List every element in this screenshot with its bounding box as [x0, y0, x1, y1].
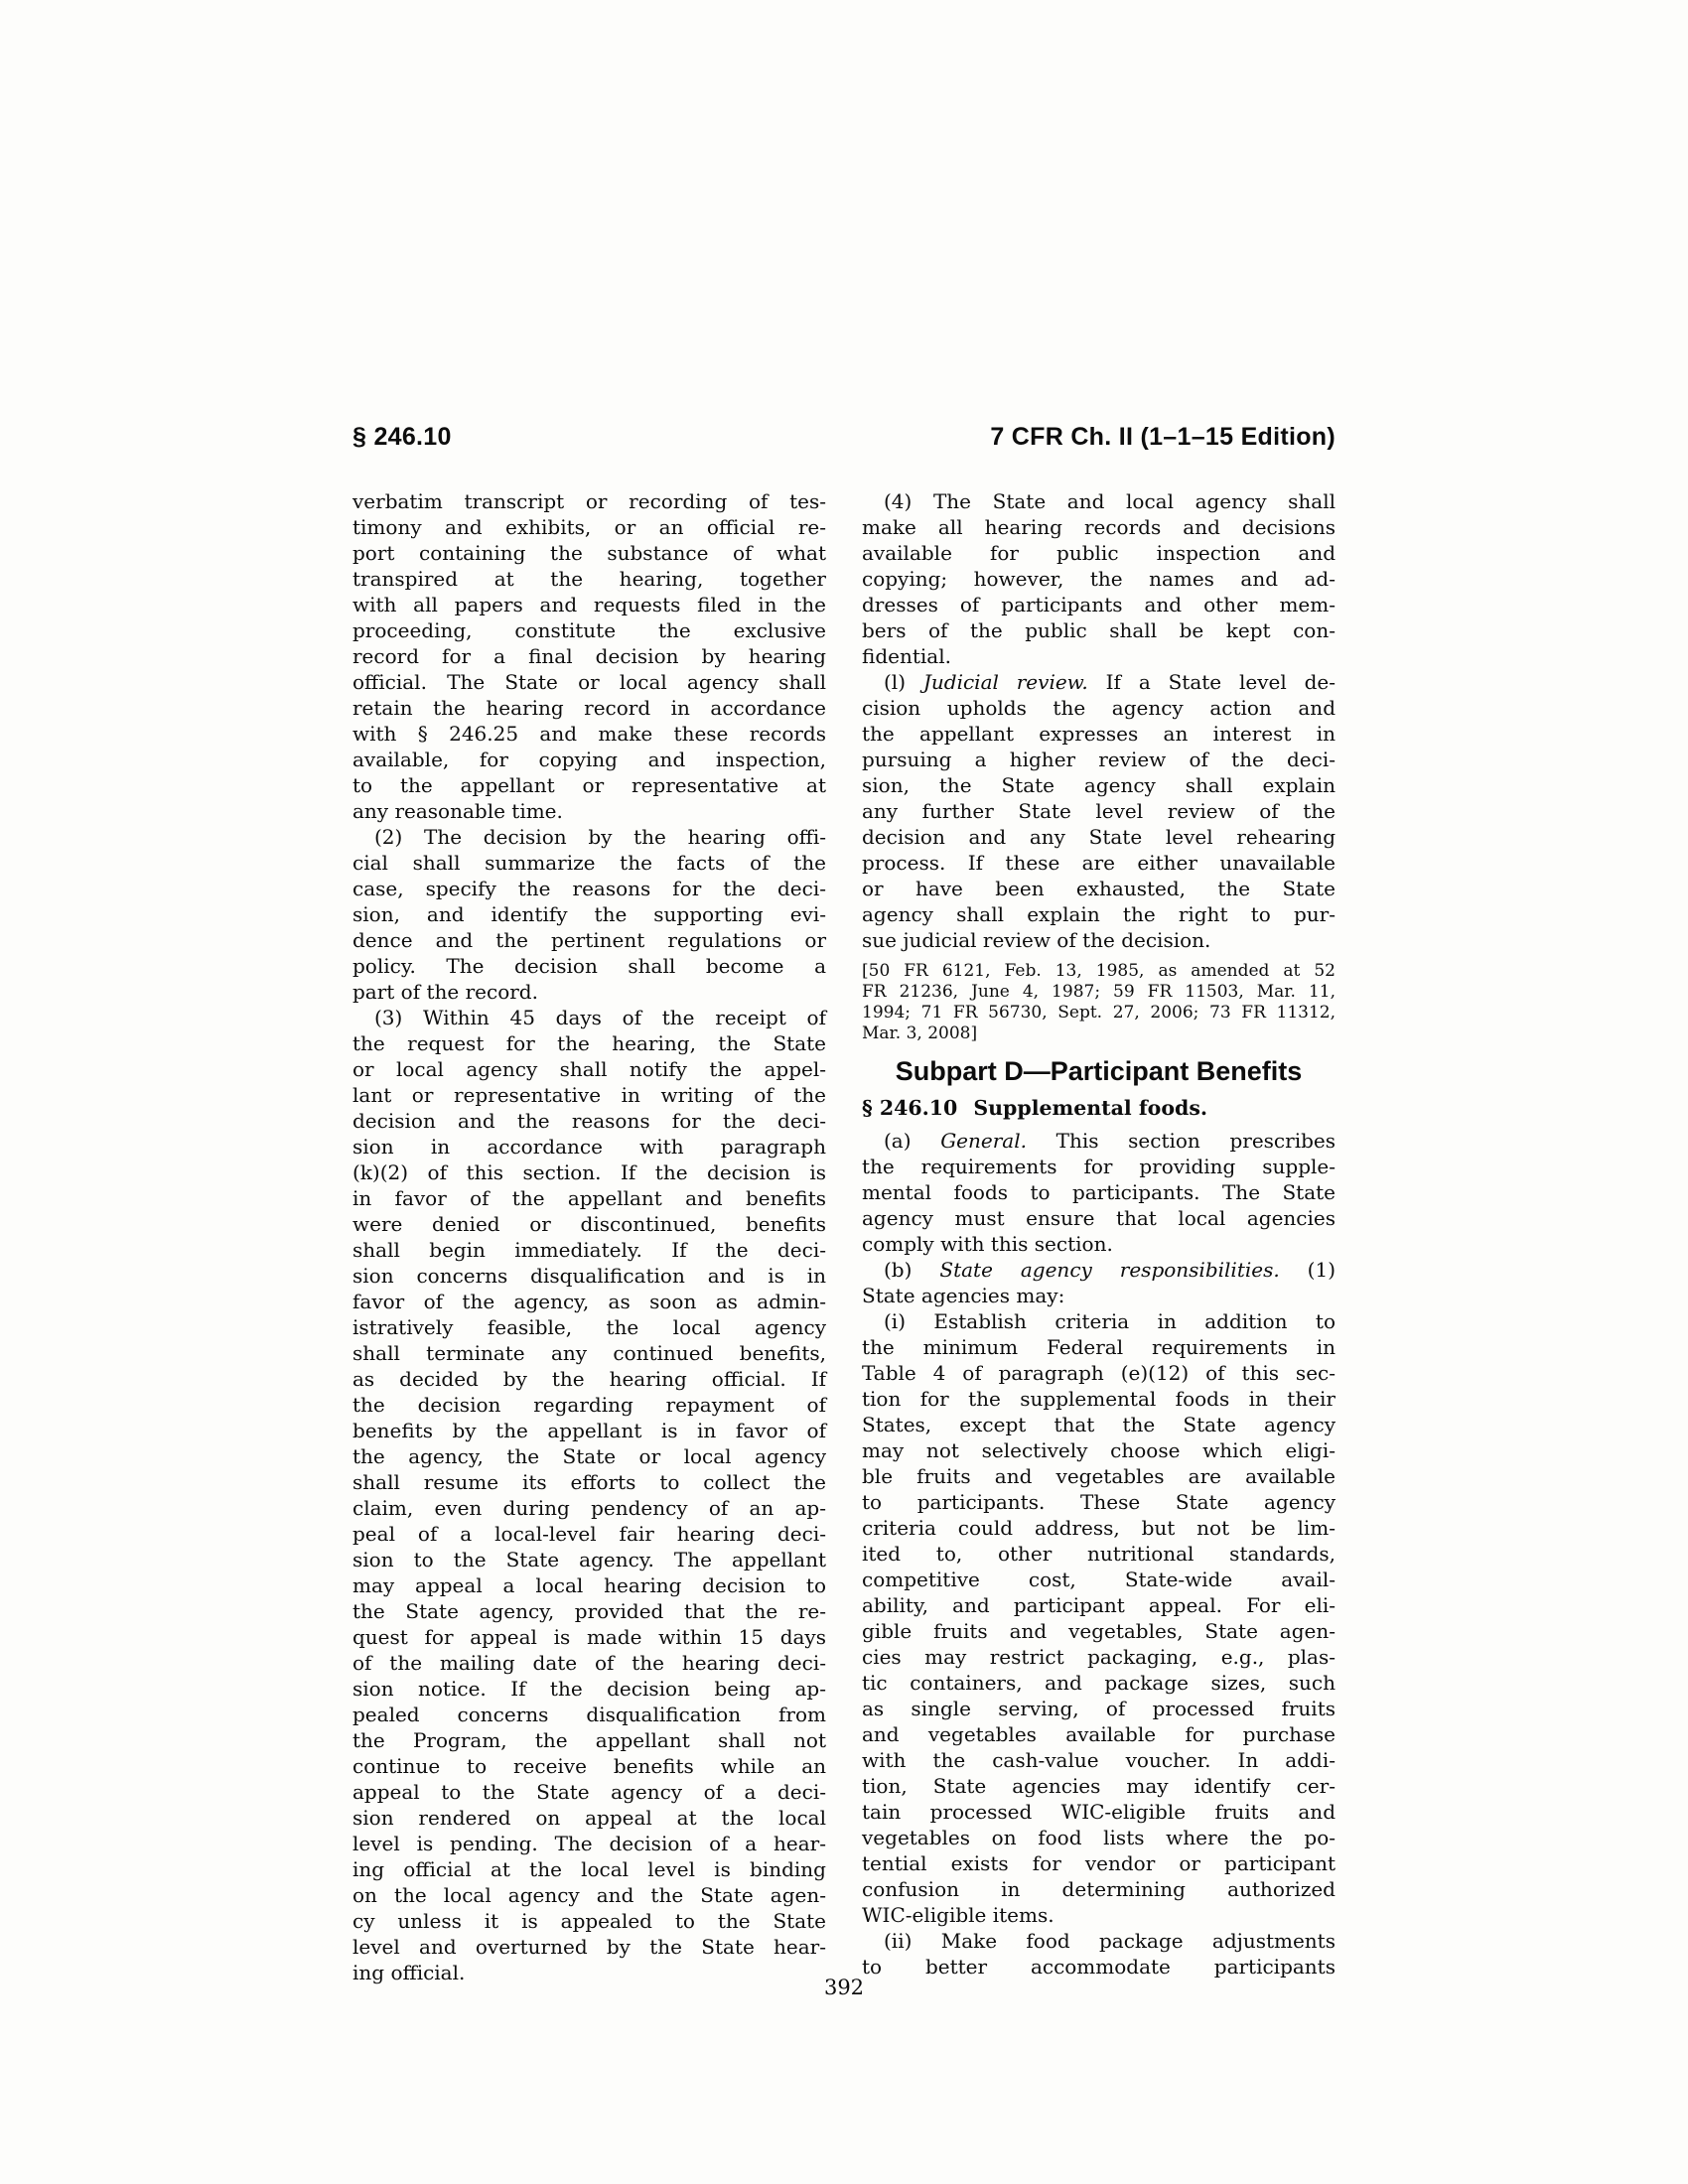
text-line: tion, State agencies may identify cer- [862, 1774, 1336, 1798]
text-line: Table 4 of paragraph (e)(12) of this sec- [862, 1361, 1336, 1385]
section-number: § 246.10 [862, 1096, 958, 1120]
text-line: or local agency shall notify the appel- [352, 1057, 826, 1081]
text-line: shall begin immediately. If the deci- [352, 1238, 826, 1262]
text-line: benefits by the appellant is in favor of [352, 1419, 826, 1442]
paragraph [352, 1005, 826, 1985]
paragraph [352, 488, 826, 824]
text-line: vegetables on food lists where the po- [862, 1826, 1336, 1849]
paragraph [352, 824, 826, 1005]
text-line: competitive cost, State-wide avail- [862, 1568, 1336, 1591]
paragraph [862, 1257, 1336, 1308]
text-line: tic containers, and package sizes, such [862, 1671, 1336, 1695]
text-line: case, specify the reasons for the deci- [352, 877, 826, 900]
running-head-section: § 246.10 [352, 423, 452, 451]
text-line: with all papers and requests filed in the [352, 593, 826, 616]
text-line: record for a final decision by hearing [352, 644, 826, 668]
text-line: (ii) Make food package adjustments [884, 1929, 1336, 1953]
text-line: appeal to the State agency of a deci- [352, 1780, 826, 1804]
text-line: to better accommodate participants [862, 1955, 1336, 1979]
text-line: ability, and participant appeal. For eli- [862, 1593, 1336, 1617]
text-line: (i) Establish criteria in addition to [884, 1309, 1336, 1333]
text-line: proceeding, constitute the exclusive [352, 618, 826, 642]
text-line: available, for copying and inspection, [352, 748, 826, 771]
text-line: ing official. [352, 1961, 466, 1984]
text-line: istratively feasible, the local agency [352, 1315, 826, 1339]
text-line: sion to the State agency. The appellant [352, 1548, 826, 1571]
left-column [352, 488, 826, 1985]
text-line: lant or representative in writing of the [352, 1083, 826, 1107]
text-line: part of the record. [352, 980, 538, 1004]
text-line: Mar. 3, 2008] [862, 1024, 978, 1043]
text-line: tion for the supplemental foods in their [862, 1387, 1336, 1411]
text-line: sion notice. If the decision being ap- [352, 1677, 826, 1701]
text-line: (2) The decision by the hearing offi- [374, 825, 826, 849]
text-line: shall resume its efforts to collect the [352, 1470, 826, 1494]
text-line: were denied or discontinued, benefits [352, 1212, 826, 1236]
text-line: continue to receive benefits while an [352, 1754, 826, 1778]
text-line: agency must ensure that local agencies [862, 1206, 1336, 1230]
text-line: ing official at the local level is binding [352, 1857, 826, 1881]
text-line: WIC-eligible items. [862, 1903, 1055, 1927]
text-line: comply with this section. [862, 1232, 1113, 1256]
running-head-edition: 7 CFR Ch. II (1–1–15 Edition) [990, 423, 1336, 451]
text-line: decision and any State level rehearing [862, 825, 1336, 849]
text-line: dence and the pertinent regulations or [352, 928, 826, 952]
text-line: official. The State or local agency shall [352, 670, 826, 694]
text-line: bers of the public shall be kept con- [862, 618, 1336, 642]
text-line: the State agency, provided that the re- [352, 1599, 826, 1623]
text-line: agency shall explain the right to pur- [862, 902, 1336, 926]
text-line: (b) State agency responsibilities. (1) [884, 1258, 1336, 1282]
text-line: in favor of the appellant and benefits [352, 1186, 826, 1210]
text-line: (4) The State and local agency shall [884, 489, 1336, 513]
text-line: (3) Within 45 days of the receipt of [374, 1006, 826, 1029]
text-line: decision and the reasons for the deci- [352, 1109, 826, 1133]
text-line: mental foods to participants. The State [862, 1180, 1336, 1204]
text-line: the requirements for providing supple- [862, 1155, 1336, 1178]
text-line: port containing the substance of what [352, 541, 826, 565]
text-line: level and overturned by the State hear- [352, 1935, 826, 1959]
text-line: the decision regarding repayment of [352, 1393, 826, 1417]
text-columns [352, 488, 1336, 1985]
text-line: ble fruits and vegetables are available [862, 1464, 1336, 1488]
text-line: sion, the State agency shall explain [862, 773, 1336, 797]
text-line: 1994; 71 FR 56730, Sept. 27, 2006; 73 FR 11312, [862, 1003, 1336, 1023]
text-line: sion concerns disqualification and is in [352, 1264, 826, 1288]
page-number: 392 [823, 1976, 865, 1999]
text-line: make all hearing records and decisions [862, 515, 1336, 539]
text-line: the request for the hearing, the State [352, 1031, 826, 1055]
text-line: as single serving, of processed fruits [862, 1697, 1336, 1720]
text-line: (k)(2) of this section. If the decision is [352, 1160, 826, 1184]
text-line: or have been exhausted, the State [862, 877, 1336, 900]
text-line: quest for appeal is made within 15 days [352, 1625, 826, 1649]
text-line: favor of the agency, as soon as admin- [352, 1290, 826, 1313]
text-line: as decided by the hearing official. If [352, 1367, 826, 1391]
text-line: shall terminate any continued benefits, [352, 1341, 826, 1365]
right-column [862, 488, 1336, 1985]
section-title: Supplemental foods. [973, 1096, 1208, 1120]
text-line: may appeal a local hearing decision to [352, 1573, 826, 1597]
text-line: dresses of participants and other mem- [862, 593, 1336, 616]
text-line: claim, even during pendency of an ap- [352, 1496, 826, 1520]
text-line: cision upholds the agency action and [862, 696, 1336, 720]
text-line: and vegetables available for purchase [862, 1722, 1336, 1746]
text-line: to the appellant or representative at [352, 773, 826, 797]
text-line: FR 21236, June 4, 1987; 59 FR 11503, Mar. 11, [862, 982, 1336, 1002]
paragraph [862, 488, 1336, 669]
paragraph [862, 1128, 1336, 1257]
paragraph [862, 1308, 1336, 1928]
text-line: process. If these are either unavailable [862, 851, 1336, 875]
text-line: level is pending. The decision of a hear- [352, 1832, 826, 1855]
paragraph [862, 669, 1336, 953]
text-line: gible fruits and vegetables, State agen- [862, 1619, 1336, 1643]
text-line: ited to, other nutritional standards, [862, 1542, 1336, 1566]
text-line: cy unless it is appealed to the State [352, 1909, 826, 1933]
text-line: States, except that the State agency [862, 1413, 1336, 1436]
text-line: tain processed WIC-eligible fruits and [862, 1800, 1336, 1824]
text-line: confusion in determining authorized [862, 1877, 1336, 1901]
text-line: transpired at the hearing, together [352, 567, 826, 591]
text-line: of the mailing date of the hearing deci- [352, 1651, 826, 1675]
text-line: with § 246.25 and make these records [352, 722, 826, 746]
text-line: the minimum Federal requirements in [862, 1335, 1336, 1359]
section-heading [862, 1096, 1336, 1120]
paragraph [862, 1928, 1336, 1979]
text-line: peal of a local-level fair hearing deci- [352, 1522, 826, 1546]
text-line: fidential. [862, 644, 951, 668]
text-line: sion in accordance with paragraph [352, 1135, 826, 1159]
text-line: (a) General. This section prescribes [884, 1129, 1336, 1153]
text-line: pealed concerns disqualification from [352, 1703, 826, 1726]
text-line: available for public inspection and [862, 541, 1336, 565]
text-line: tential exists for vendor or participant [862, 1851, 1336, 1875]
text-line: to participants. These State agency [862, 1490, 1336, 1514]
text-line: pursuing a higher review of the deci- [862, 748, 1336, 771]
text-line: the appellant expresses an interest in [862, 722, 1336, 746]
text-line: [50 FR 6121, Feb. 13, 1985, as amended at 52 [862, 961, 1336, 981]
text-line: the agency, the State or local agency [352, 1444, 826, 1468]
text-line: may not selectively choose which eligi- [862, 1438, 1336, 1462]
text-line: cial shall summarize the facts of the [352, 851, 826, 875]
text-line: copying; however, the names and ad- [862, 567, 1336, 591]
text-line: cies may restrict packaging, e.g., plas- [862, 1645, 1336, 1669]
text-line: policy. The decision shall become a [352, 954, 826, 978]
text-line: criteria could address, but not be lim- [862, 1516, 1336, 1540]
source-citation [862, 961, 1336, 1044]
text-line: State agencies may: [862, 1284, 1065, 1307]
text-line: sion, and identify the supporting evi- [352, 902, 826, 926]
text-line: the Program, the appellant shall not [352, 1728, 826, 1752]
text-line: verbatim transcript or recording of tes- [352, 489, 826, 513]
text-line: with the cash-value voucher. In addi- [862, 1748, 1336, 1772]
text-line: timony and exhibits, or an official re- [352, 515, 826, 539]
text-line: sion rendered on appeal at the local [352, 1806, 826, 1830]
text-line: retain the hearing record in accordance [352, 696, 826, 720]
text-line: on the local agency and the State agen- [352, 1883, 826, 1907]
text-line: (l) Judicial review. If a State level de- [884, 670, 1336, 694]
text-line: any further State level review of the [862, 799, 1336, 823]
running-head [352, 423, 1336, 452]
text-line: any reasonable time. [352, 799, 563, 823]
subpart-heading: Subpart D—Participant Benefits [895, 1056, 1303, 1086]
text-line: sue judicial review of the decision. [862, 928, 1211, 952]
